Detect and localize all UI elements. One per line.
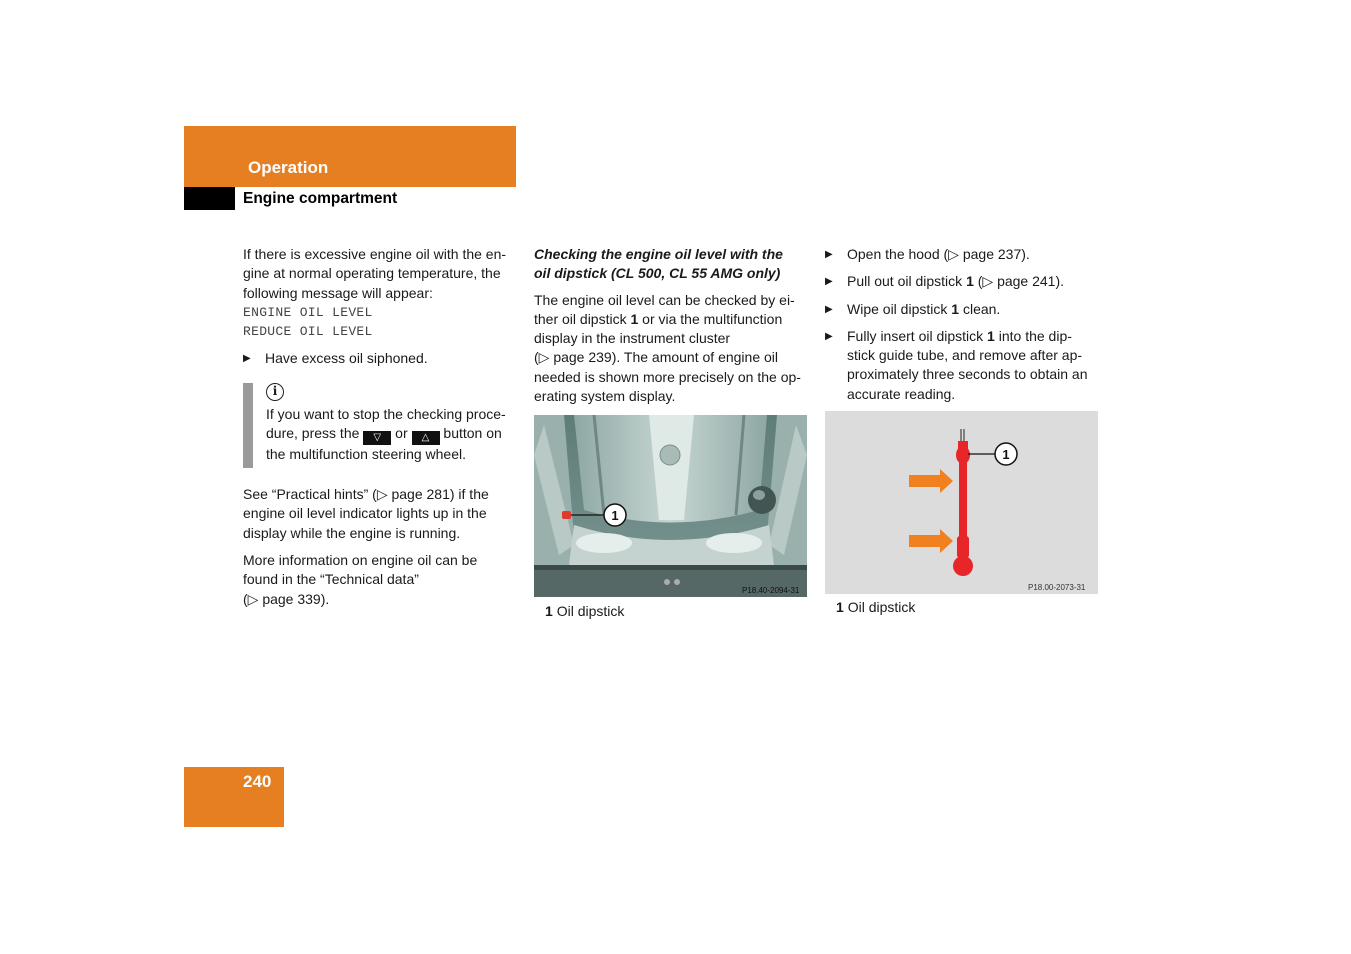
chapter-header-band (184, 126, 516, 187)
section-title: Engine compartment (243, 190, 398, 207)
column-2 (534, 245, 814, 406)
text-line: needed is shown more precisely on the op- (534, 368, 801, 385)
heading-line: Checking the engine oil level with the (534, 246, 783, 262)
bullet-text: Have excess oil siphoned. (265, 350, 428, 367)
oil-dipstick-image (825, 411, 1098, 594)
text-line: (▷ page 339). (243, 590, 330, 607)
text-line: found in the “Technical data” (243, 571, 419, 588)
section-marker (184, 187, 235, 210)
body-paragraph (534, 291, 814, 407)
info-text-line (266, 424, 526, 445)
step-text-line (847, 327, 1105, 346)
step-text: Open the hood (▷ page 237). (847, 246, 1030, 262)
dipstick-illustration (825, 411, 1098, 594)
caption-text: Oil dipstick (556, 603, 625, 619)
info-text-line: the multifunction steering wheel. (266, 446, 466, 463)
bullet-triangle-icon: ▶ (825, 249, 833, 260)
bullet-triangle-icon: ▶ (243, 353, 251, 365)
bullet-item (243, 349, 523, 368)
text-line: If there is excessive engine oil with the en- (243, 246, 507, 262)
step-item (825, 272, 1105, 291)
info-icon: i (266, 383, 284, 401)
arrow-down-key-icon: ▽ (363, 431, 391, 445)
text-line: (▷ page 239). The amount of engine oil (534, 349, 779, 366)
image-code: P18.40-2094-31 (742, 586, 800, 595)
step-item (825, 245, 1105, 264)
text: ther oil dipstick (534, 310, 627, 327)
engine-illustration (534, 415, 807, 597)
text-line: engine oil level indicator lights up in the (243, 505, 487, 522)
subsection-heading (534, 245, 814, 284)
step-text-line: proximately three seconds to obtain an (847, 366, 1088, 383)
image-code: P18.00-2073-31 (1028, 583, 1086, 592)
text-line: display in the instrument cluster (534, 330, 731, 347)
heading-line: oil dipstick (CL 500, CL 55 AMG only) (534, 265, 781, 282)
page-number: 240 (243, 772, 272, 791)
step-text: Wipe oil dipstick (847, 300, 948, 317)
info-text-line: If you want to stop the checking proce- (266, 406, 506, 422)
step-text-line: stick guide tube, and remove after ap- (847, 347, 1083, 364)
image-caption (545, 603, 624, 619)
technical-data-paragraph (243, 551, 523, 609)
callout-number: 1 (611, 508, 619, 523)
step-text: Pull out oil dipstick (847, 273, 963, 290)
text: or via the multifunction (642, 310, 783, 327)
text-line: following message will appear: (243, 284, 433, 301)
display-message-line-2: REDUCE OIL LEVEL (243, 324, 373, 340)
text-line: erating system display. (534, 388, 676, 405)
column-1 (243, 245, 523, 369)
practical-hints-paragraph (243, 485, 523, 543)
info-box (266, 405, 526, 465)
image-caption (836, 599, 915, 615)
intro-paragraph (243, 245, 523, 303)
text-line: The engine oil level can be checked by ei- (534, 291, 795, 308)
bullet-triangle-icon: ▶ (825, 303, 833, 315)
text-line: display while the engine is running. (243, 524, 461, 541)
text-line: gine at normal operating temperature, the (243, 265, 501, 282)
step-text: (▷ page 241). (977, 273, 1065, 290)
caption-text: Oil dipstick (847, 599, 916, 615)
reference-number: 1 (951, 300, 960, 317)
step-text: into the dip- (998, 327, 1072, 344)
arrow-up-key-icon: △ (412, 431, 440, 445)
text-line: More information on engine oil can be (243, 552, 478, 568)
bullet-triangle-icon: ▶ (825, 330, 833, 342)
info-text: button on (443, 425, 502, 442)
step-text-line: accurate reading. (847, 385, 956, 402)
caption-number: 1 (545, 603, 553, 619)
step-item (825, 300, 1105, 319)
step-text: clean. (962, 300, 1001, 317)
engine-compartment-image (534, 415, 807, 597)
column-3 (825, 245, 1105, 404)
text-line: See “Practical hints” (▷ page 281) if the (243, 486, 489, 502)
callout-number: 1 (1002, 447, 1010, 462)
chapter-title: Operation (248, 158, 329, 177)
info-box-bar (243, 383, 253, 468)
display-message-line-1: ENGINE OIL LEVEL (243, 304, 373, 320)
bullet-triangle-icon: ▶ (825, 276, 833, 288)
info-text: or (395, 425, 408, 442)
reference-number: 1 (630, 310, 639, 327)
reference-number: 1 (966, 273, 974, 290)
info-text: dure, press the (266, 425, 360, 442)
text-line (534, 310, 814, 329)
step-item (825, 327, 1105, 404)
step-text: Fully insert oil dipstick (847, 327, 984, 344)
caption-number: 1 (836, 599, 844, 615)
reference-number: 1 (987, 327, 995, 344)
